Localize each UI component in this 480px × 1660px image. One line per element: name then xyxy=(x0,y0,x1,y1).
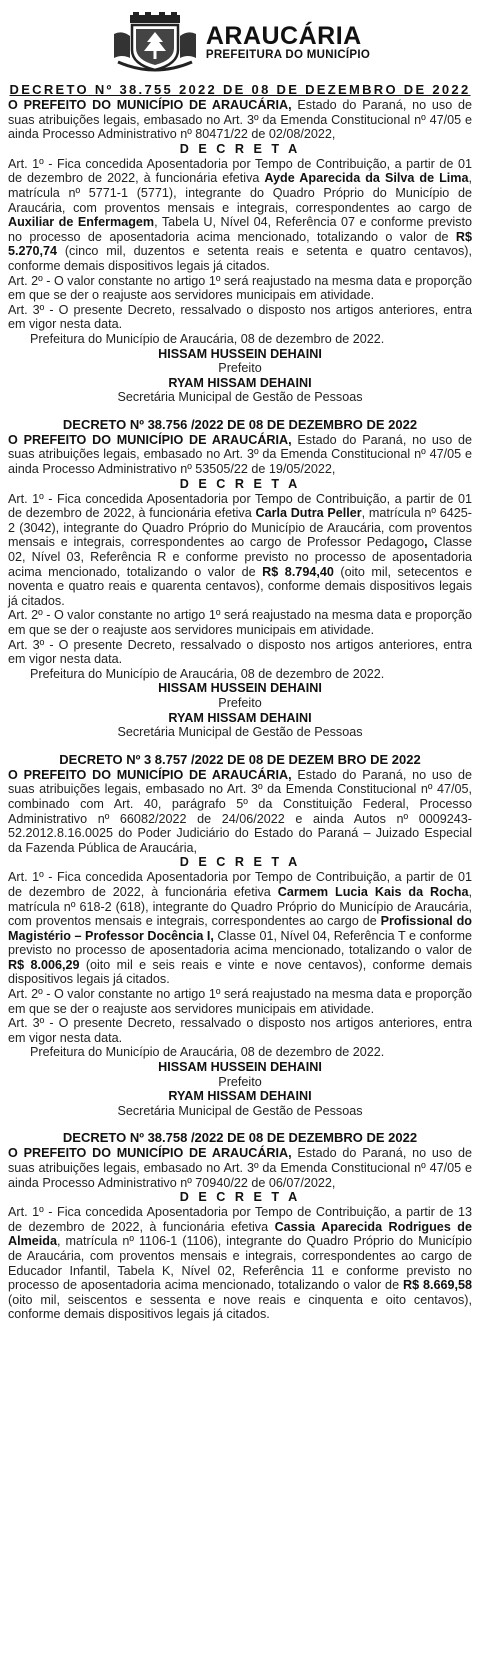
signer-mayor: HISSAM HUSSEIN DEHAINI xyxy=(158,681,322,696)
signer-secretary: RYAM HISSAM DEHAINI xyxy=(168,1089,312,1104)
place-date: Prefeitura do Município de Araucária, 08 de dezembro de 2022. xyxy=(30,666,385,681)
decree-38755 xyxy=(8,82,472,405)
decreta-heading: D E C R E T A xyxy=(179,855,301,870)
brand-subtitle: PREFEITURA DO MUNICÍPIO xyxy=(205,49,371,62)
place-date: Prefeitura do Município de Araucária, 08 de dezembro de 2022. xyxy=(30,331,385,346)
decree-intro: O PREFEITO DO MUNICÍPIO DE ARAUCÁRIA, Estado do Paraná, no uso de suas atribuições legais, embasado no Art. 3º da Emenda Constitucional nº 47/05, combinado com Art. 40, parágrafo 5º da Constituição Federal, Processo Administrativo nº 66082/2022 de 24/06/2022 e ainda Autos nº 0009243-52.2012.8.16.0025 do Poder Judiciário do Estado do Paraná – Juizado Especial da Fazenda Pública de Araucária, xyxy=(8,767,472,855)
brand-name: ARAUCÁRIA xyxy=(205,22,362,51)
role-mayor: Prefeito xyxy=(218,1074,262,1089)
article-2: Art. 2º - O valor constante no artigo 1º será reajustado na mesma data e proporção em que se der o reajuste aos servidores municipais em atividade. xyxy=(8,987,472,1016)
signer-mayor: HISSAM HUSSEIN DEHAINI xyxy=(158,1060,322,1075)
signer-secretary: RYAM HISSAM DEHAINI xyxy=(168,375,312,390)
article-1: Art. 1º - Fica concedida Aposentadoria por Tempo de Contribuição, a partir de 01 de dezembro de 2022, à funcionária efetiva Carla Dutra Peller, matrícula nº 6425-2 (3042), integrante do Quadro Próprio do Município de Araucária, com proventos mensais e integrais, correspondentes ao cargo de Professor Pedagogo, Classe 02, Nível 03, Referência R e conforme previsto no processo de aposentadoria acima mencionado, totalizando o valor de R$ 8.794,40 (oito mil, setecentos e noventa e quatro reais e quarenta centavos), conforme demais dispositivos legais já citados. xyxy=(8,491,472,608)
signer-mayor: HISSAM HUSSEIN DEHAINI xyxy=(158,346,322,361)
decree-title: DECRETO Nº 3 8.757 /2022 DE 08 DE DEZEM BRO DE 2022 xyxy=(59,751,421,767)
decreta-heading: D E C R E T A xyxy=(179,1190,301,1205)
article-2: Art. 2º - O valor constante no artigo 1º será reajustado na mesma data e proporção em que se der o reajuste aos servidores municipais em atividade. xyxy=(8,273,472,303)
decreta-heading: D E C R E T A xyxy=(179,141,301,156)
article-1: Art. 1º - Fica concedida Aposentadoria por Tempo de Contribuição, a partir de 01 de dezembro de 2022, à funcionária efetiva Ayde Aparecida da Silva de Lima, matrícula nº 5771-1 (5771), integrante do Quadro Próprio do Município de Araucária, com proventos mensais e integrais, correspondentes ao cargo de Auxiliar de Enfermagem, Tabela U, Nível 04, Referência 07 e conforme previsto no processo de aposentadoria acima mencionado, totalizando o valor de R$ 5.270,74 (cinco mil, duzentos e setenta reais e setenta e quatro centavos), conforme demais dispositivos legais já citados. xyxy=(8,156,472,273)
header xyxy=(8,10,472,76)
decree-title: DECRETO Nº 38.758 /2022 DE 08 DE DEZEMBRO DE 2022 xyxy=(62,1130,418,1146)
decree-intro: O PREFEITO DO MUNICÍPIO DE ARAUCÁRIA, Estado do Paraná, no uso de suas atribuições legais, embasado no Art. 3º da Emenda Constitucional nº 47/05 e ainda Processo Administrativo nº 53505/22 de 19/05/2022, xyxy=(8,432,472,477)
article-2: Art. 2º - O valor constante no artigo 1º será reajustado na mesma data e proporção em que se der o reajuste aos servidores municipais em atividade. xyxy=(8,608,472,637)
decreta-heading: D E C R E T A xyxy=(179,476,301,491)
article-3: Art. 3º - O presente Decreto, ressalvado o disposto nos artigos anteriores, entra em vigor nesta data. xyxy=(8,1016,472,1045)
decree-intro: O PREFEITO DO MUNICÍPIO DE ARAUCÁRIA, Estado do Paraná, no uso de suas atribuições legais, embasado no Art. 3º da Emenda Constitucional nº 47/05 e ainda Processo Administrativo nº 70940/22 de 06/07/2022, xyxy=(8,1146,472,1190)
decree-intro: O PREFEITO DO MUNICÍPIO DE ARAUCÁRIA, Estado do Paraná, no uso de suas atribuições legais, embasado no Art. 3º da Emenda Constitucional nº 47/05 e ainda Processo Administrativo nº 80471/22 de 02/08/2022, xyxy=(8,98,472,142)
article-3: Art. 3º - O presente Decreto, ressalvado o disposto nos artigos anteriores, entra em vigor nesta data. xyxy=(8,302,472,332)
decree-title: DECRETO Nº 38.755 2022 DE 08 DE DEZEMBRO DE 2022 xyxy=(9,82,471,97)
role-secretary: Secretária Municipal de Gestão de Pessoas xyxy=(117,390,363,405)
article-1: Art. 1º - Fica concedida Aposentadoria por Tempo de Contribuição, a partir de 01 de dezembro de 2022, à funcionária efetiva Carmem Lucia Kais da Rocha, matrícula nº 618-2 (618), integrante do Quadro Próprio do Município de Araucária, com proventos mensais e integrais, correspondentes ao cargo de Profissional do Magistério – Professor Docência I, Classe 01, Nível 04, Referência T e conforme previsto no processo de aposentadoria acima mencionado, totalizando o valor de R$ 8.006,29 (oito mil e seis reais e vinte e nove centavos), conforme demais dispositivos legais já citados. xyxy=(8,870,473,987)
article-1: Art. 1º - Fica concedida Aposentadoria por Tempo de Contribuição, a partir de 13 de dezembro de 2022, à funcionária efetiva Cassia Aparecida Rodrigues de Almeida, matrícula nº 1106-1 (1106), integrante do Quadro Próprio do Município de Araucária, com proventos mensais e integrais, correspondentes ao cargo de Educador Infantil, Tabela K, Nível 02, Referência 11 e conforme previsto no processo de aposentadoria acima mencionado, totalizando o valor de R$ 8.669,58 (oito mil, seiscentos e sessenta e nove reais e cinquenta e oito centavos), conforme demais dispositivos legais já citados. xyxy=(8,1205,472,1322)
decree-title: DECRETO Nº 38.756 /2022 DE 08 DE DEZEMBRO DE 2022 xyxy=(62,416,418,432)
decree-38756 xyxy=(8,417,472,740)
role-secretary: Secretária Municipal de Gestão de Pessoas xyxy=(117,1103,363,1118)
role-secretary: Secretária Municipal de Gestão de Pessoas xyxy=(117,725,363,740)
brand xyxy=(206,24,370,62)
role-mayor: Prefeito xyxy=(218,361,262,376)
araucaria-crest-logo xyxy=(110,12,200,74)
role-mayor: Prefeito xyxy=(218,695,262,710)
decree-38757 xyxy=(8,752,472,1119)
article-3: Art. 3º - O presente Decreto, ressalvado o disposto nos artigos anteriores, entra em vigor nesta data. xyxy=(8,637,472,667)
place-date: Prefeitura do Município de Araucária, 08 de dezembro de 2022. xyxy=(30,1045,385,1060)
signer-secretary: RYAM HISSAM DEHAINI xyxy=(168,710,312,725)
decree-38758 xyxy=(8,1130,472,1322)
